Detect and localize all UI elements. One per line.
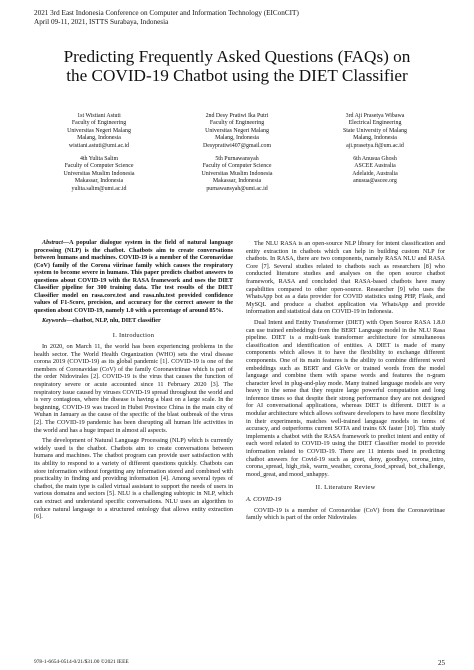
section-heading-literature-review: II. Literature Review (315, 484, 376, 492)
right-column (246, 240, 445, 525)
author-5: 5th Purnawansyah Faculty of Computer Science Universitas Muslim Indonesia Makassar, Indonesia purnawansyah@umi.ac.id (201, 156, 273, 192)
page-number: 25 (438, 659, 445, 667)
body-paragraph: The development of Natural Language Processing (NLP) which is currently widely used is the chatbot. Chatbots aim to create conversations between humans and machines. The chatbot program can provide user satisfaction with its ability to respond to a variety of different questions quickly. Chatbots can store information without forgetting any information stored and combined with practicality in finding and providing information [4]. Among several types of chatbot, the main type is called virtual assistant to support the needs of users in various domains and sectors [5]. NLU is a challenging subtopic in NLP, which can extract and understand specific conversations. NLU uses an algorithm to reduce natural language to a structured ontology that allows entity extraction [6]. (34, 437, 233, 521)
author-4: 4th Yulita Salim Faculty of Computer Science Universitas Muslim Indonesia Makassar, Indonesia yulita.salim@umi.ac.id (63, 156, 135, 192)
conference-header (34, 9, 434, 26)
conference-name: 2021 3rd East Indonesia Conference on Computer and Information Technology (EIConCIT) (34, 9, 299, 17)
body-paragraph: Dual Intent and Entity Transformer (DIET) with Open Source RASA 1.8.0 can use trained embeddings from the BERT Language model in the NLU Rasa pipeline. DIET is a multi-task transformer architecture for simultaneous classification and identification of entities. A DIET is made of many components which allows it to have the flexibility to exchange different components. One of its main features is the ability to combine different word embeddings such as BERT and GloVe or trained words from the model language and combine them with sparse words and features the n-gram character level in plug-and-play mode. Many trained language models are very heavy in the sense that they require large powerful computation and long inference times so that despite their strong performance they are not designed for AI conversational applications, whereas DIET is different. DIET is a modular architecture which allows software developers to have more flexibility in their experiments, matches well-trained language models in terms of accuracy, and outperforms current SOTA and trains 6X faster [10]. This study implements a chatbot with the RASA framework to predict intent and entity of each word related to COVID-19 using the DIET Classifier model to provide information related to COVID-19. There are 11 intents used in predicting chatbot answers for Covid-19 such as greet, deny, goodbye, corona_intro, corona_spread, high_risk, warm_weather, corona_food_spread, bot_challenge, mood_great, and mood_unhappy. (246, 318, 445, 478)
author-3: 3rd Aji Prasetya Wibawa Electrical Engineering State University of Malang Malang, Indonesia aji.prasetya.ft@um.ac.id (343, 113, 407, 149)
section-heading-introduction: I. Introduction (112, 331, 155, 339)
body-paragraph: The NLU RASA is an open-source NLP library for intent classification and entity extraction in chatbots which can help in building custom NLP for chatbots. In RASA, there are two components, namely RASA NLU and RASA Core [7]. Several studies related to chatbots such as researchers [8] who conducted literature studies and analyses on the open source chatbot framework, RASA and concluded that RASA-based chatbots have many capabilities compared to other open-source. Researcher [9] who uses the WhatsApp bot as a data provider for COVID statistics using PHP, Flask, and MySQL and produce a chatbot application via WhatsApp and provide information and statistical data on COVID-19 in Indonesia. (246, 240, 445, 316)
author-1: 1st Wistiani Astuti Faculty of Engineering Universitas Negeri Malang Malang, Indonesia wistiani.astuti@umi.ac.id (67, 113, 131, 149)
subsection-heading-covid19: A. COVID-19 (246, 496, 282, 503)
conference-date-venue: April 09-11, 2021, ISTTS Surabaya, Indonesia (34, 17, 169, 26)
paper-title (18, 47, 456, 85)
abstract-label: Abstract (42, 240, 63, 246)
left-column (34, 240, 233, 524)
title-line-2: the COVID-19 Chatbot using the DIET Classifier (66, 66, 408, 85)
title-line-1: Predicting Frequently Asked Questions (FAQs) on (63, 47, 411, 66)
body-paragraph: In 2020, on March 11, the world has been experiencing problems in the health sector. The World Health Organization (WHO) sets the viral disease corona 2019 (COVID-19) as its global pandemic [1]. COVID-19 is one of the members of Coronavidae (CoV) of the family Coronaviriinae which is part of the order Nidovirales [2]. COVID-19 is the virus that causes the function of respiratory severe or acute accounted since 11 February 2020 [3]. The respiratory issue caused by viruses COVID-19 spread throughout the world and is very contagious, where the disease is having a blast on a large scale. In the beginning, COVID-19 was traced in Hubei Province China in the main city of Wuhan in January as the cause of the specific of the blast outbreak of the virus [2]. The COVID-19 pandemic has been disrupting all human life activities in the world and has a huge impact in almost all aspects. (34, 343, 233, 434)
isbn-copyright: 978-1-6654-0514-0/21/$31.00 ©2021 IEEE (34, 659, 129, 665)
keywords (34, 318, 233, 326)
author-block (30, 113, 444, 199)
author-row-1 (30, 113, 444, 150)
abstract (34, 240, 233, 315)
author-6: 6th Anusua Ghosh ASCEE Australia Adelaide, Australia anusua@ascee.org (352, 156, 398, 185)
body-paragraph: COVID-19 is a member of Coronavidae (CoV) from the Coronaviriinae family which is part of the order Nidovirales (246, 506, 445, 522)
author-row-2 (30, 156, 444, 193)
keywords-text: —chatbot, NLP, nlu, DIET classifier (66, 318, 161, 324)
keywords-label: Keywords (42, 318, 67, 324)
author-2: 2nd Desy Pratiwi Ika Putri Faculty of Engineering Universitas Negeri Malang Malang, Indonesia Desypratiwi407@gmail.com (202, 113, 272, 149)
abstract-text: —A popular dialogue system in the field of natural language processing (NLP) is the chatbot. Chatbots aim to create conversations between humans and machines. COVID-19 is a member of the Coronavidae (CoV) family of the Corona viirinae family which causes the respiratory system to become severe in humans. This paper predicts chatbot answers to questions about COVID-19 with the RASA framework and uses the DIET Classifier pipeline for 300 training data. The test results of the DIET Classifier model on rasa.core.test and rasa.nlu.test provided confidence values of F1-Score, precision, and accuracy for the correct answer to the question about COVID-19, namely 1.0 with a percentage of around 85%. (34, 240, 233, 314)
page-footer (34, 659, 445, 667)
